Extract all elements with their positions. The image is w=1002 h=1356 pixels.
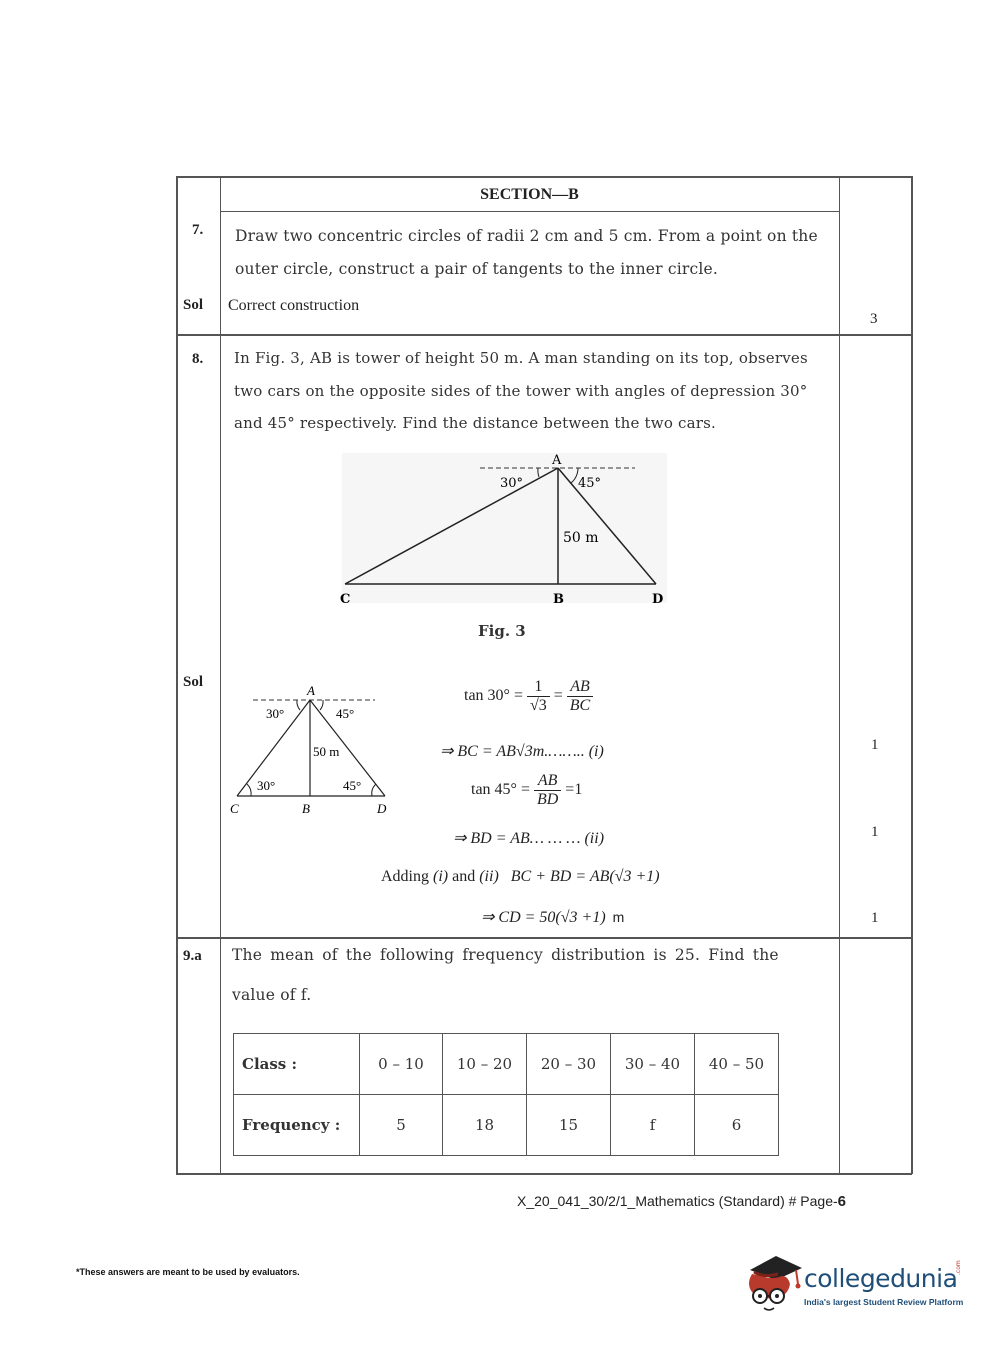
fig-label-d: D xyxy=(652,592,664,607)
step6-unit: m xyxy=(612,909,625,925)
step3-lhs: tan 45° = xyxy=(471,781,530,799)
step4-equation: ⇒ BD = AB… … … (ii) xyxy=(453,830,605,847)
q9a-text-line1: The mean of the following frequency distribution is 25. Find the xyxy=(232,946,779,964)
table-cell: 40 – 50 xyxy=(695,1034,779,1095)
brand-name: collegedunia xyxy=(804,1264,958,1293)
brand-logo xyxy=(742,1250,972,1320)
step1-equation xyxy=(464,678,593,714)
step5-and: and xyxy=(452,868,476,885)
table-cell: 10 – 20 xyxy=(443,1034,527,1095)
step1-frac1 xyxy=(527,678,550,714)
table-cell: 15 xyxy=(527,1095,611,1156)
step5-ii: (ii) xyxy=(479,868,499,885)
fig-label-c: C xyxy=(340,592,351,607)
step1-den1: √3 xyxy=(529,696,547,714)
step3-equation xyxy=(471,772,582,808)
q8-text-line3: and 45° respectively. Find the distance between the two cars. xyxy=(234,414,716,432)
evaluator-note: *These answers are meant to be used by evaluators. xyxy=(76,1267,300,1277)
step1-frac2 xyxy=(567,678,593,714)
table-cell: 5 xyxy=(360,1095,443,1156)
page-number: 6 xyxy=(837,1193,846,1210)
sol-fig-bottom-left: 30° xyxy=(257,778,276,793)
step1-num2: AB xyxy=(567,678,593,697)
frequency-table xyxy=(233,1033,779,1156)
fig-label-a: A xyxy=(552,453,562,468)
q7-number: 7. xyxy=(192,222,204,238)
sol-fig-top-left: 30° xyxy=(266,706,285,721)
step1-lhs: tan 30° = xyxy=(464,687,523,705)
q8-figure xyxy=(330,448,680,618)
section-title: SECTION—B xyxy=(480,186,579,203)
table-cell: f xyxy=(611,1095,695,1156)
fig-height: 50 m xyxy=(563,530,599,546)
table-row xyxy=(234,1034,779,1095)
table-row xyxy=(234,1095,779,1156)
q8-text-line1: In Fig. 3, AB is tower of height 50 m. A man standing on its top, observes xyxy=(234,349,808,367)
step5-prefix: Adding xyxy=(381,868,429,885)
page-reference xyxy=(517,1193,846,1210)
q8-sol-figure xyxy=(225,680,400,820)
q8-mark-1: 1 xyxy=(871,737,879,753)
step5-i: (i) xyxy=(433,868,449,885)
step5-eq: BC + BD = AB(√3 +1) xyxy=(510,868,660,885)
step3-den: BD xyxy=(536,790,559,808)
q8-sol-label: Sol xyxy=(183,674,204,690)
sol-fig-label-d: D xyxy=(377,801,387,816)
q8-text-line2: two cars on the opposite sides of the tower with angles of depression 30° xyxy=(234,382,808,400)
step1-num1: 1 xyxy=(527,678,550,697)
q7-text-line2: outer circle, construct a pair of tangents to the inner circle. xyxy=(235,260,719,278)
fig-label-b: B xyxy=(553,592,564,607)
step6-equation xyxy=(481,907,624,927)
q9a-text-line2: value of f. xyxy=(232,986,312,1004)
step6-expr: ⇒ CD = 50(√3 +1) xyxy=(481,909,606,926)
q8-mark-2: 1 xyxy=(871,824,879,840)
table-cell: 0 – 10 xyxy=(360,1034,443,1095)
q7-text-line1: Draw two concentric circles of radii 2 cm and 5 cm. From a point on the xyxy=(235,227,818,245)
step2-equation: ⇒ BC = AB√3m.…….. (i) xyxy=(440,743,604,760)
table-cell: 6 xyxy=(695,1095,779,1156)
table-row-label: Class : xyxy=(234,1034,360,1095)
sol-fig-bottom-right: 45° xyxy=(343,778,362,793)
step3-frac xyxy=(534,772,561,808)
q7-marks: 3 xyxy=(870,311,878,327)
q7-sol-label: Sol xyxy=(183,297,204,313)
mascot-icon xyxy=(742,1250,804,1316)
brand-tagline: India's largest Student Review Platform xyxy=(804,1297,964,1307)
sol-fig-label-a: A xyxy=(307,683,315,698)
q8-mark-3: 1 xyxy=(871,910,879,926)
step1-eq: = xyxy=(553,687,563,705)
table-cell: 30 – 40 xyxy=(611,1034,695,1095)
table-cell: 18 xyxy=(443,1095,527,1156)
step3-num: AB xyxy=(534,772,561,791)
sol-fig-label-b: B xyxy=(302,801,310,816)
table-cell: 20 – 30 xyxy=(527,1034,611,1095)
step5-equation xyxy=(381,868,660,886)
brand-suffix: .com xyxy=(955,1260,962,1275)
sol-fig-height: 50 m xyxy=(313,744,340,759)
step3-rhs: =1 xyxy=(565,781,583,799)
sol-fig-label-c: C xyxy=(230,801,239,816)
q7-sol-text: Correct construction xyxy=(228,297,360,314)
table-row-label: Frequency : xyxy=(234,1095,360,1156)
step1-den2: BC xyxy=(569,696,591,714)
q8-number: 8. xyxy=(192,351,204,367)
page-reference-text: X_20_041_30/2/1_Mathematics (Standard) # Page- xyxy=(517,1193,838,1209)
fig-angle-right: 45° xyxy=(578,476,602,491)
fig-angle-left: 30° xyxy=(500,476,524,491)
sol-fig-top-right: 45° xyxy=(336,706,355,721)
fig-caption: Fig. 3 xyxy=(478,622,526,640)
q9a-number: 9.a xyxy=(183,948,202,964)
